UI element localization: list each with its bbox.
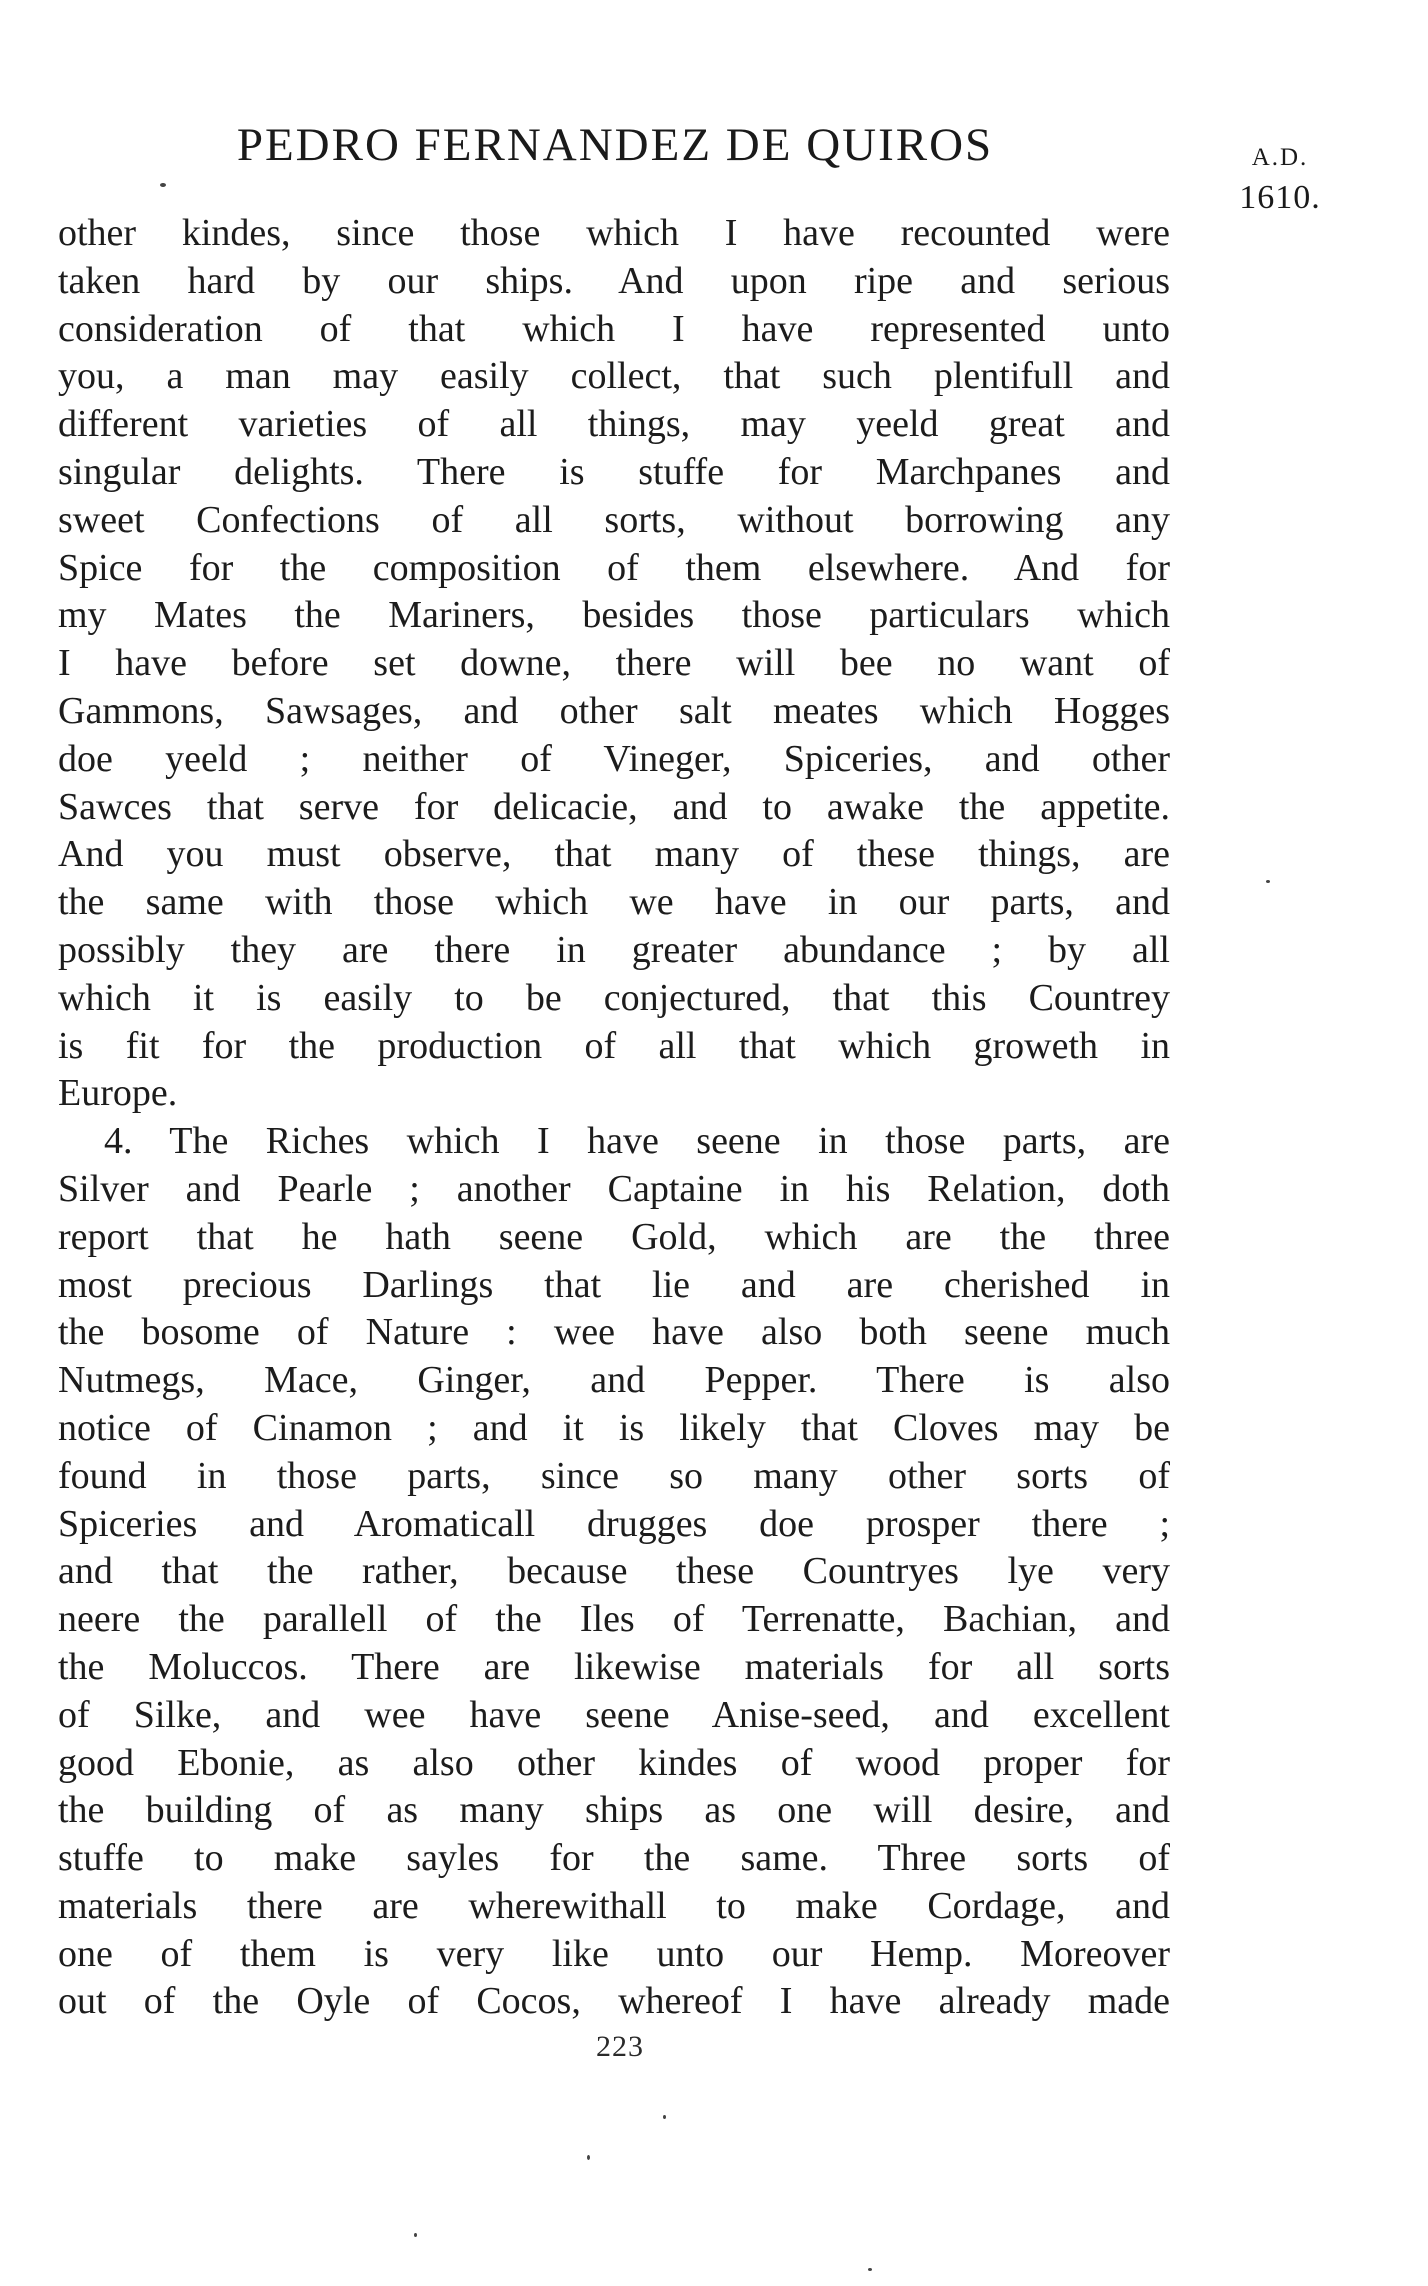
text-line: most precious Darlings that lie and are cherished in [58,1263,1170,1306]
paper-speck [160,183,166,187]
text-line: materials there are wherewithall to make Cordage, and [58,1884,1170,1927]
text-line: different varieties of all things, may yeeld great and [58,403,1170,446]
text-line: Nutmegs, Mace, Ginger, and Pepper. There is also [58,1359,1170,1402]
text-line: the Moluccos. There are likewise materials for all sorts [58,1645,1170,1688]
text-line: stuffe to make sayles for the same. Three sorts of [58,1837,1170,1880]
text-line: doe yeeld ; neither of Vineger, Spiceries, and other [58,737,1170,780]
paper-speck [1266,880,1270,883]
paper-speck [414,2233,417,2237]
paper-speck [868,2268,872,2271]
text-line: and that the rather, because these Countryes lye very [58,1550,1170,1593]
text-line: consideration of that which I have represented unto [58,307,1170,350]
paper-speck [663,2115,666,2119]
text-line: my Mates the Mariners, besides those particulars which [58,594,1170,637]
text-line: And you must observe, that many of these things, are [58,833,1170,876]
text-line: the building of as many ships as one will desire, and [58,1789,1170,1832]
page-number: 223 [596,2030,644,2063]
paragraph-start-line: 4. The Riches which I have seene in those parts, are [104,1120,1170,1163]
text-line: I have before set downe, there will bee no want of [58,642,1170,685]
text-line: sweet Confections of all sorts, without borrowing any [58,498,1170,541]
text-line: Spiceries and Aromaticall drugges doe prosper there ; [58,1502,1170,1545]
text-line: Spice for the composition of them elsewhere. And for [58,546,1170,589]
text-line: found in those parts, since so many other sorts of [58,1454,1170,1497]
text-line: taken hard by our ships. And upon ripe and serious [58,259,1170,302]
text-line: of Silke, and wee have seene Anise-seed, and excellent [58,1693,1170,1736]
running-title: PEDRO FERNANDEZ DE QUIROS [236,119,994,171]
margin-date-note [1205,140,1355,220]
text-line: report that he hath seene Gold, which are the three [58,1215,1170,1258]
paper-speck [587,2155,590,2160]
margin-era: A.D. [1251,144,1309,171]
text-line: you, a man may easily collect, that such plentifull and [58,355,1170,398]
text-line: other kindes, since those which I have recounted were [58,212,1170,254]
text-line: neere the parallell of the Iles of Terrenatte, Bachian, and [58,1598,1170,1641]
text-line: out of the Oyle of Cocos, whereof I have already made [58,1980,1170,2023]
text-line: good Ebonie, as also other kindes of wood proper for [58,1741,1170,1784]
text-line: notice of Cinamon ; and it is likely that Cloves may be [58,1406,1170,1449]
text-line: Gammons, Sawsages, and other salt meates which Hogges [58,689,1170,732]
text-line: the bosome of Nature : wee have also both seene much [58,1311,1170,1354]
text-line: possibly they are there in greater abundance ; by all [58,928,1170,971]
text-line: one of them is very like unto our Hemp. Moreover [58,1932,1170,1975]
text-line: Silver and Pearle ; another Captaine in his Relation, doth [58,1167,1170,1210]
text-line: singular delights. There is stuffe for Marchpanes and [58,450,1170,493]
margin-year: 1610. [1239,179,1321,216]
text-line: which it is easily to be conjectured, that this Countrey [58,976,1170,1019]
text-line: is fit for the production of all that which groweth in [58,1024,1170,1067]
text-line: Europe. [58,1072,178,1115]
body-text [58,210,1170,2026]
text-line: the same with those which we have in our parts, and [58,881,1170,924]
text-line: Sawces that serve for delicacie, and to awake the appetite. [58,785,1170,828]
